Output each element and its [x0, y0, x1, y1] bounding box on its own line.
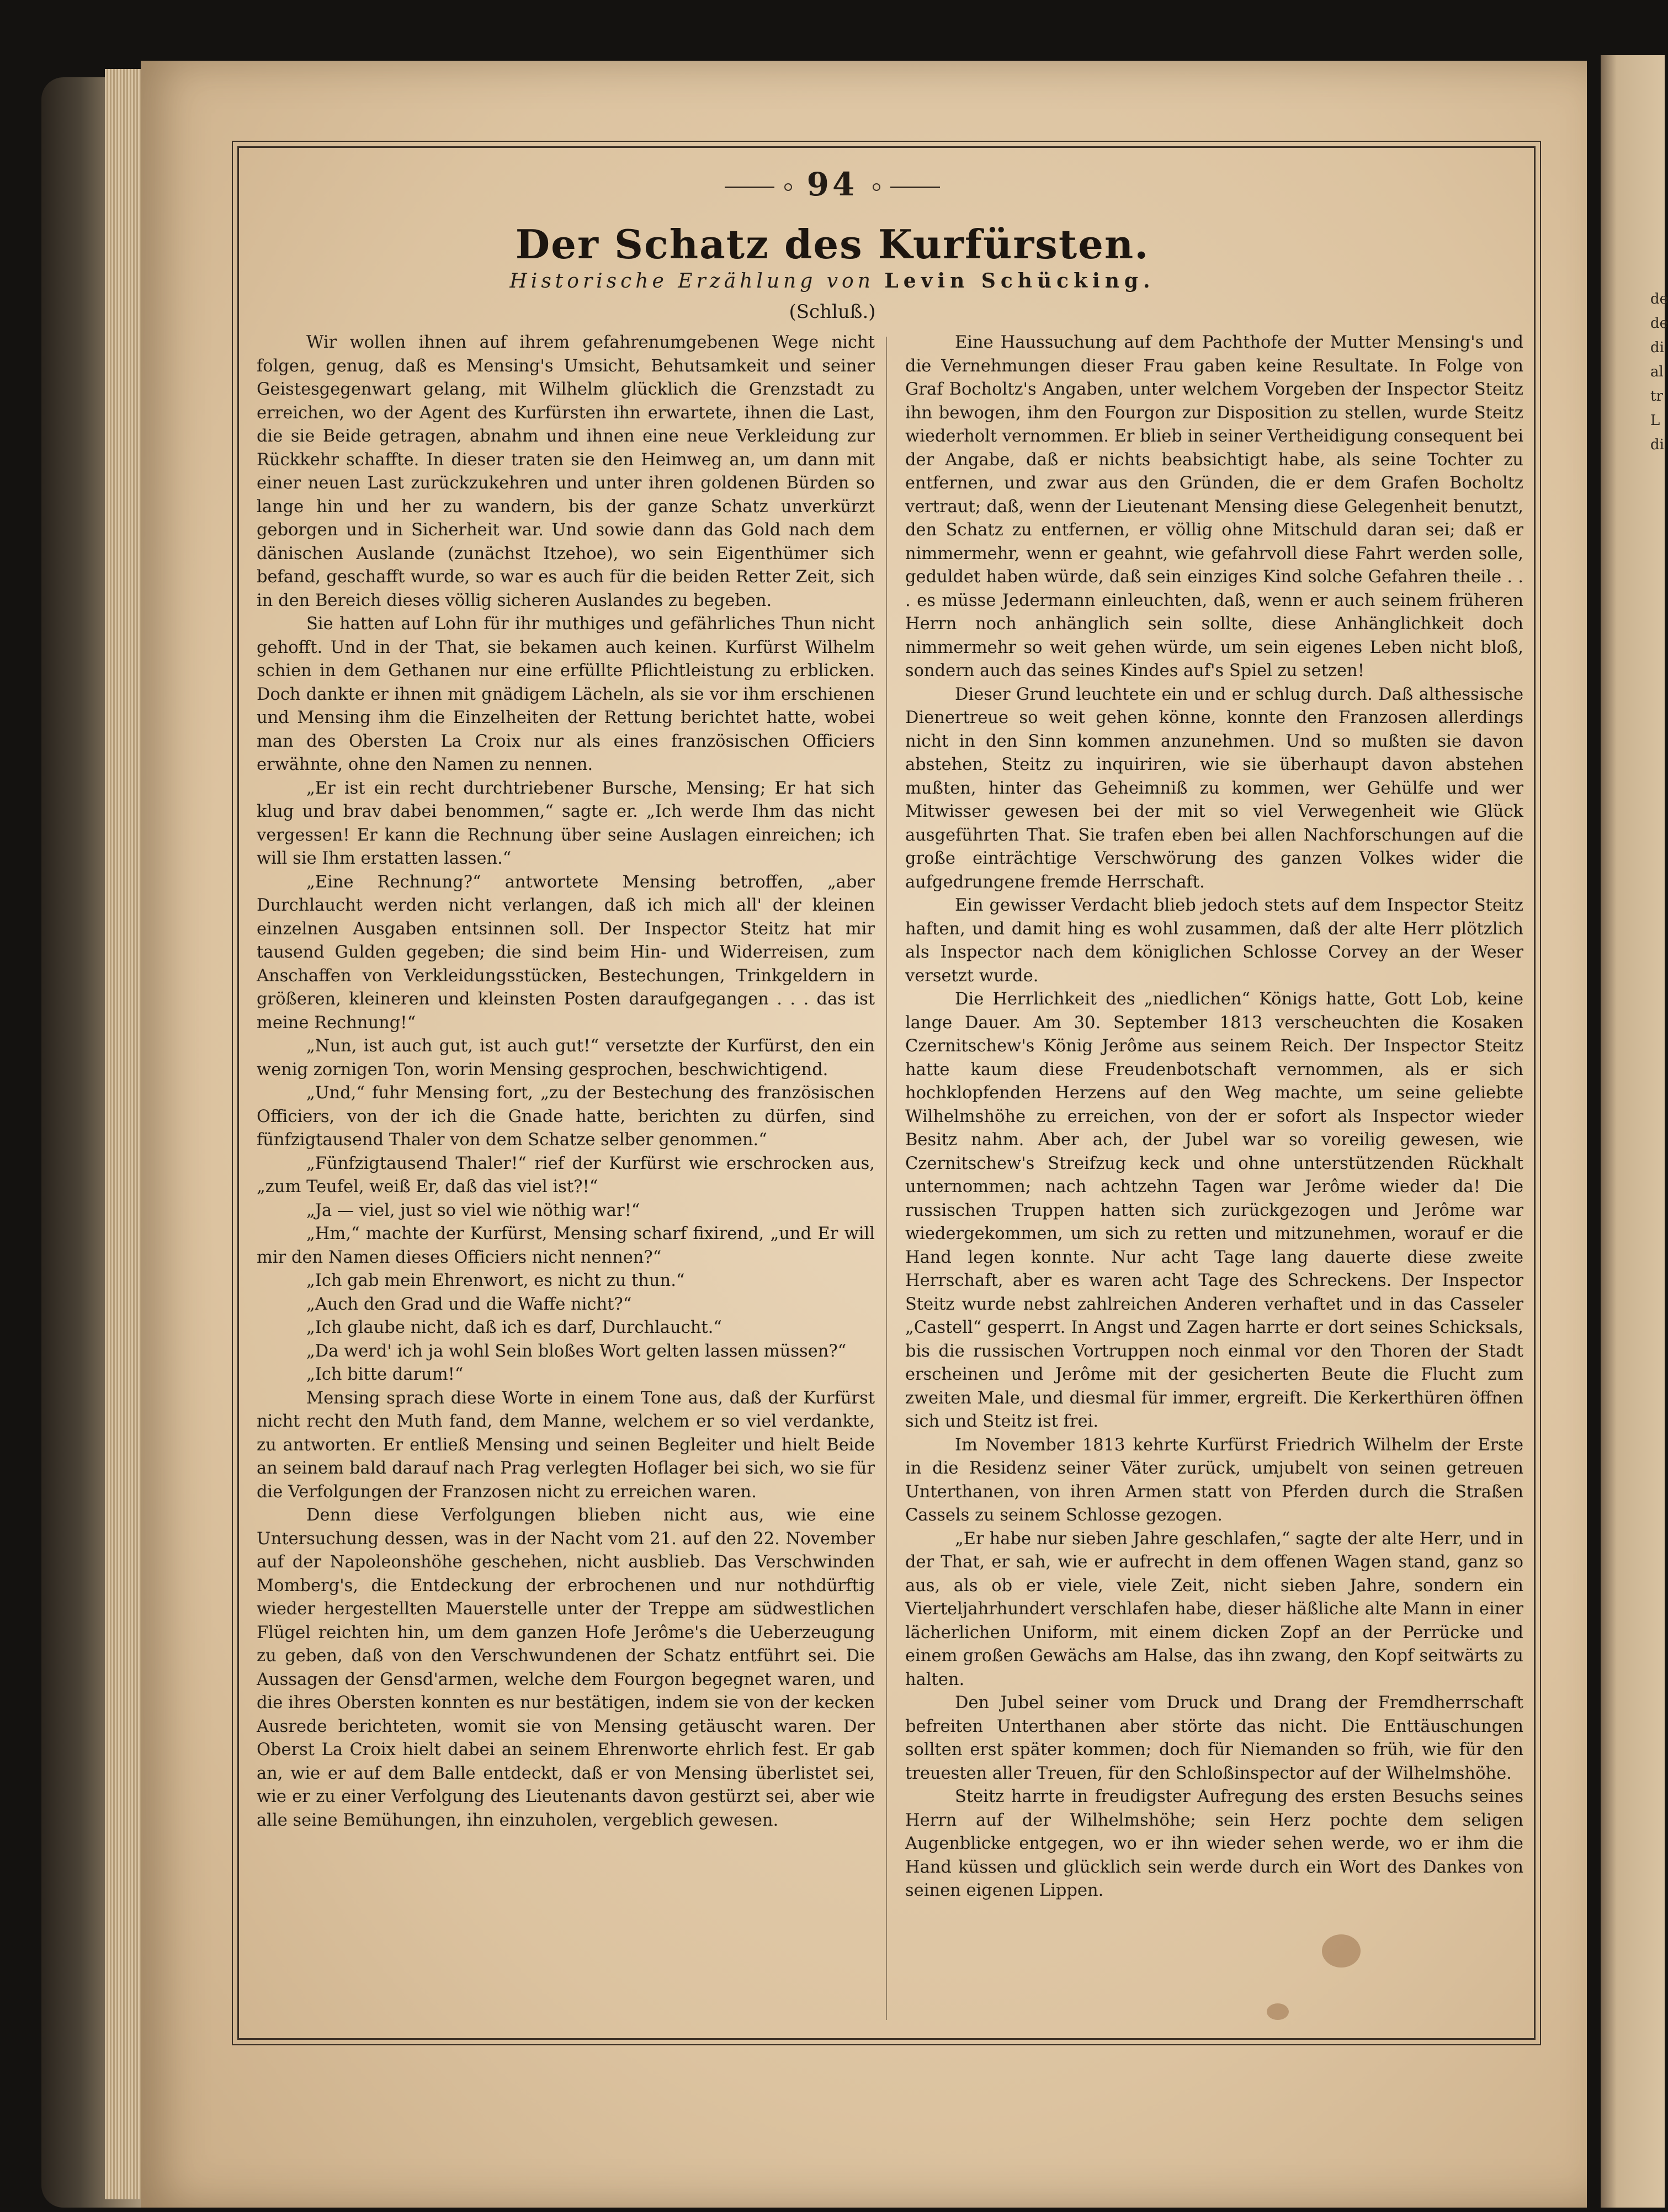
- paragraph: Steitz harrte in freudigster Aufregung des ersten Besuchs seines Herrn auf der Wilhelmshöhe; sein Herz pochte dem seligen Augenblicke entgegen, wo er ihn wieder sehen werde, wo er ihm die Hand küssen und glücklich sein werde durch ein Wort des Dankes von seinen eigenen Lippen.: [905, 1787, 1523, 1900]
- conclusion-note: (Schluß.): [789, 301, 876, 323]
- paragraph: „Ich glaube nicht, daß ich es darf, Durchlaucht.“: [306, 1318, 722, 1337]
- ornament-ring: [873, 183, 880, 191]
- ornament-rule: [725, 187, 774, 188]
- subtitle-prefix: Historische Erzählung von: [509, 270, 874, 293]
- paragraph: „Ich gab mein Ehrenwort, es nicht zu thun.“: [306, 1271, 685, 1290]
- paragraph: Im November 1813 kehrte Kurfürst Friedrich Wilhelm der Erste in die Residenz seiner Väter zurück, umjubelt von seinen getreuen Unterthanen, von ihren Armen statt von Pferden durch die Straßen Cassels zu seinem Schlosse gezogen.: [905, 1435, 1523, 1525]
- text-column-right: [905, 331, 1523, 2023]
- paragraph: Mensing sprach diese Worte in einem Tone aus, daß der Kurfürst nicht recht den Muth fand, dem Manne, welchem er so viel verdankte, zu antworten. Er entließ Mensing und seinen Begleiter und hielt Beide an seinem bald darauf nach Prag verlegten Hoflager bei sich, wo sie für die Verfolgungen der Franzosen nicht zu erreichen waren.: [257, 1388, 875, 1502]
- paragraph: „Ich bitte darum!“: [306, 1365, 464, 1384]
- paragraph: Die Herrlichkeit des „niedlichen“ Königs hatte, Gott Lob, keine lange Dauer. Am 30. September 1813 verscheuchten die Kosaken Czernitschew's König Jerôme aus seinem Reich. Der Inspector Steitz hatte kaum diese Freudenbotschaft vernommen, als er sich hochklopfenden Herzens auf den Weg machte, um seine geliebte Wilhelmshöhe zu erreichen, von der er sofort als Inspector wieder Besitz nahm. Aber ach, der Jubel war so voreilig gewesen, wie Czernitschew's Streifzug keck und ohne unterstützenden Rückhalt unternommen; nach achtzehn Tagen war Jerôme wieder da! Die russischen Truppen hatten sich zurückgezogen und Jerôme war wiedergekommen, um sich zu retten und mitzunehmen, worauf er die Hand legen konnte. Nur acht Tage lang dauerte diese zweite Herrschaft, aber es waren acht Tage des Schreckens. Der Inspector Steitz wurde nebst zahlreichen Anderen verhaftet und in das Casseler „Castell“ gesperrt. In Angst und Zagen harrte er dort seines Schicksals, bis die russischen Vortruppen noch einmal vor den Thoren der Stadt erscheinen und Jerôme mit der gesicherten Beute die Flucht zum zweiten Male, und diesmal für immer, ergreift. Die Kerkerthüren öffnen sich und Steitz ist frei.: [905, 990, 1523, 1431]
- article-subtitle: [0, 269, 1665, 293]
- ornament-ring: [784, 183, 792, 191]
- paragraph: Dieser Grund leuchtete ein und er schlug durch. Daß althessische Dienertreue so weit gehen könne, konnte den Franzosen allerdings nicht in den Sinn kommen anzunehmen. Und so mußten sie davon abstehen, Steitz zu inquiriren, wie sie überhaupt davon abstehen mußten, hinter das Geheimniß zu kommen, wer Gehülfe und wer Mitwisser gewesen bei der mit so viel Verwegenheit wie Glück ausgeführten That. Sie trafen eben bei allen Nachforschungen auf die große einträchtige Verschwörung des ganzen Volkes wider die aufgedrungene fremde Herrschaft.: [905, 684, 1523, 892]
- paragraph: „Ja — viel, just so viel wie nöthig war!“: [306, 1200, 640, 1220]
- paragraph: „Er ist ein recht durchtriebener Bursche, Mensing; Er hat sich klug und brav dabei benommen,“ sagte er. „Ich werde Ihm das nicht vergessen! Er kann die Rechnung über seine Auslagen einreichen; ich will sie Ihm erstatten lassen.“: [257, 778, 875, 868]
- paragraph: „Auch den Grad und die Waffe nicht?“: [306, 1294, 632, 1314]
- paragraph: Ein gewisser Verdacht blieb jedoch stets auf dem Inspector Steitz haften, und damit hing es wohl zusammen, daß der alte Herr plötzlich als Inspector nach dem königlichen Schlosse Corvey an der Weser versetzt wurde.: [905, 896, 1523, 986]
- paragraph: Sie hatten auf Lohn für ihr muthiges und gefährliches Thun nicht gehofft. Und in der That, sie bekamen auch keinen. Kurfürst Wilhelm schien in dem Gethanen nur eine erfüllte Pflichtleistung zu erblicken. Doch dankte er ihnen mit gnädigem Lächeln, als sie vor ihm erschienen und Mensing ihm die Einzelheiten der Rettung berichtet hatte, wobei man des Obersten La Croix nur als eines französischen Officiers erwähnte, ohne den Namen zu nennen.: [257, 614, 875, 774]
- page-header: [0, 166, 1665, 203]
- author-name: Levin Schücking.: [884, 269, 1155, 293]
- text-column-left: [257, 331, 875, 2023]
- paragraph: „Eine Rechnung?“ antwortete Mensing betroffen, „aber Durchlaucht werden nicht verlangen, daß ich mich all' der kleinen einzelnen Ausgaben entsinnen soll. Der Inspector Steitz hat mir tausend Gulden gegeben; die sind beim Hin- und Widerreisen, zum Anschaffen von Verkleidungsstücken, Bestechungen, Trinkgeldern in größeren, kleineren und kleinsten Posten daraufgegangen . . . das ist meine Rechnung!“: [257, 872, 875, 1033]
- column-divider: [886, 337, 887, 2020]
- paragraph: „Und,“ fuhr Mensing fort, „zu der Bestechung des französischen Officiers, von der ich die Gnade hatte, berichten zu dürfen, sind fünfzigtausend Thaler von dem Schatze selber genommen.“: [257, 1083, 875, 1150]
- paragraph: Den Jubel seiner vom Druck und Drang der Fremdherrschaft befreiten Unterthanen aber störte das nicht. Die Enttäuschungen sollten erst später kommen; doch für Niemanden so früh, wie für den treuesten aller Treuen, für den Schloßinspector auf der Wilhelmshöhe.: [905, 1693, 1523, 1783]
- paragraph: Wir wollen ihnen auf ihrem gefahrenumgebenen Wege nicht folgen, genug, daß es Mensing's Umsicht, Behutsamkeit und seiner Geistesgegenwart gelang, mit Wilhelm glücklich die Grenzstadt zu erreichen, wo der Agent des Kurfürsten ihn erwartete, ihnen die Last, die sie Beide getragen, abnahm und ihnen eine neue Verkleidung zur Rückkehr schaffte. In dieser traten sie den Heimweg an, um dann mit einer neuen Last zurückzukehren und unter ihren goldenen Bürden so lange hin und her zu wandern, bis der ganze Schatz unverkürzt geborgen und in Sicherheit war. Und sowie dann das Gold nach dem dänischen Auslande (zunächst Itzehoe), wo sein Eigenthümer sich befand, geschafft wurde, so war es auch für die beiden Retter Zeit, sich in den Bereich dieses völlig sicheren Auslandes zu begeben.: [257, 333, 875, 610]
- paragraph: „Fünfzigtausend Thaler!“ rief der Kurfürst wie erschrocken aus, „zum Teufel, weiß Er, daß das viel ist?!“: [257, 1153, 875, 1197]
- article-title: Der Schatz des Kurfürsten.: [515, 221, 1150, 268]
- paragraph: Denn diese Verfolgungen blieben nicht aus, wie eine Untersuchung dessen, was in der Nacht vom 21. auf den 22. November auf der Napoleonshöhe geschehen, nicht ausblieb. Das Verschwinden Momberg's, die Entdeckung der erbrochenen und nur nothdürftig wieder hergestellten Mauerstelle unter der Treppe am südwestlichen Flügel reichten hin, um dem ganzen Hofe Jerôme's die Ueberzeugung zu geben, daß von den Verschwundenen der Schatz entführt sei. Die Aussagen der Gensd'armen, welche dem Fourgon begegnet waren, und die ihres Obersten konnten es nur bestätigen, indem sie von der kecken Ausrede berichteten, womit sie von Mensing getäuscht waren. Der Oberst La Croix hielt dabei an seinem Ehrenworte ehrlich fest. Er gab an, wie er auf dem Balle entdeckt, daß er von Mensing überlistet sei, wie er zu einer Verfolgung des Lieutenants davon gestürzt sei, aber wie alle seine Bemühungen, ihn einzuholen, vergeblich gewesen.: [257, 1506, 875, 1830]
- paragraph: „Nun, ist auch gut, ist auch gut!“ versetzte der Kurfürst, den ein wenig zornigen Ton, worin Mensing gesprochen, beschwichtigend.: [257, 1036, 875, 1080]
- page-number-line: [0, 166, 1665, 203]
- ornament-rule: [890, 187, 940, 188]
- next-page-text: de de di al tr L di: [1650, 291, 1668, 453]
- paragraph: Eine Haussuchung auf dem Pachthofe der Mutter Mensing's und die Vernehmungen dieser Frau gaben keine Resultate. In Folge von Graf Bocholtz's Angaben, unter welchem Vorgeben der Inspector Steitz ihn bewogen, ihm den Fourgon zur Disposition zu stellen, wurde Steitz wiederholt vernommen. Er blieb in seiner Vertheidigung consequent bei der Angabe, daß er nichts beabsichtigt habe, als seine Tochter zu entfernen, und zwar aus den Gründen, die er dem Grafen Bocholtz vertraut; daß, wenn der Lieutenant Mensing diese Gelegenheit benutzt, den Schatz zu entfernen, er völlig ohne Mitschuld daran sei; daß er nimmermehr, wenn er geahnt, wie gefahrvoll diese Fahrt werden solle, geduldet haben würde, daß sein einziges Kind solche Gefahren theile . . . es müsse Jedermann einleuchten, daß, wenn er auch seinem früheren Herrn noch anhänglich sein sollte, diese Anhänglichkeit doch nimmermehr so weit gehen würde, um sein eigenes Leben nicht bloß, sondern auch das seines Kindes auf's Spiel zu setzen!: [905, 333, 1523, 680]
- page-number: 94: [806, 166, 858, 203]
- paragraph: „Er habe nur sieben Jahre geschlafen,“ sagte der alte Herr, und in der That, er sah, wie er aufrecht in dem offenen Wagen stand, ganz so aus, als ob er viele, viele Zeit, nicht sieben Jahre, sondern ein Vierteljahrhundert verschlafen habe, dieser häßliche alte Mann in einer lächerlichen Uniform, mit einem dicken Zopf an der Perrücke und einem großen Gewächs am Halse, das ihn zwang, den Kopf seitwärts zu halten.: [905, 1529, 1523, 1689]
- paragraph: „Da werd' ich ja wohl Sein bloßes Wort gelten lassen müssen?“: [306, 1341, 847, 1361]
- next-page-edge: [1601, 55, 1668, 2208]
- paragraph: „Hm,“ machte der Kurfürst, Mensing scharf fixirend, „und Er will mir den Namen dieses Officiers nicht nennen?“: [257, 1224, 875, 1267]
